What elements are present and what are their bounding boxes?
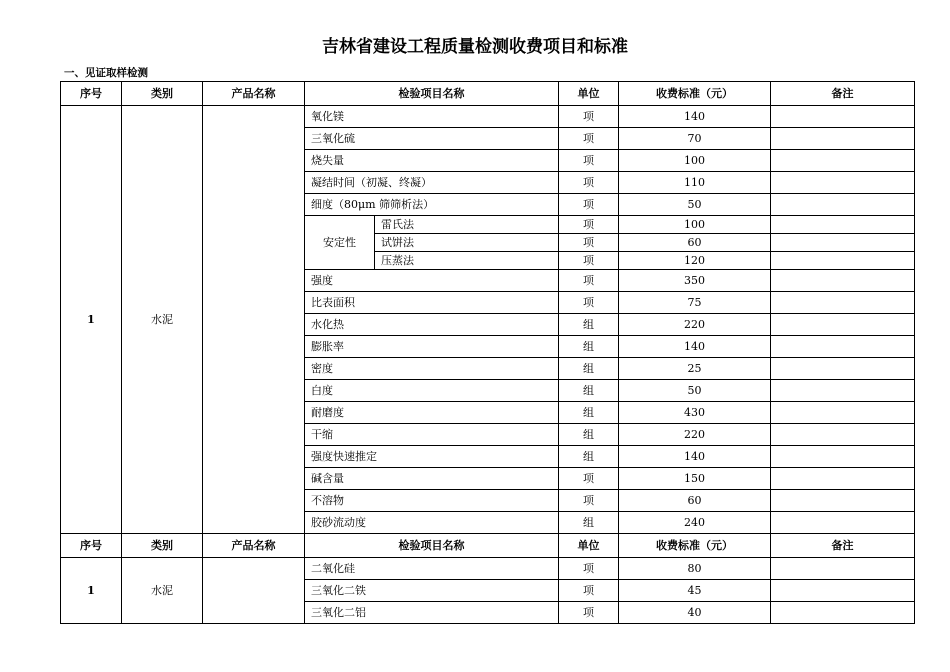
- item-name: 白度: [305, 380, 559, 402]
- fee-cell: 75: [619, 292, 771, 314]
- fee-cell: 140: [619, 336, 771, 358]
- remark-cell: [771, 292, 915, 314]
- header-row: [61, 534, 915, 558]
- fee-cell: 140: [619, 446, 771, 468]
- header-fee: 收费标准（元）: [619, 534, 771, 558]
- fee-cell: 110: [619, 172, 771, 194]
- header-fee: 收费标准（元）: [619, 82, 771, 106]
- unit-cell: 项: [559, 558, 619, 580]
- item-name: 碱含量: [305, 468, 559, 490]
- unit-cell: 组: [559, 380, 619, 402]
- header-seq: 序号: [61, 534, 122, 558]
- document-title: 吉林省建设工程质量检测收费项目和标准: [322, 37, 628, 57]
- product-cell: [203, 106, 305, 534]
- unit-cell: 项: [559, 150, 619, 172]
- item-name: 膨胀率: [305, 336, 559, 358]
- header-product: 产品名称: [203, 82, 305, 106]
- sub-item-name: 压蒸法: [375, 252, 559, 270]
- remark-cell: [771, 558, 915, 580]
- header-item: 检验项目名称: [305, 82, 559, 106]
- fee-cell: 220: [619, 424, 771, 446]
- unit-cell: 组: [559, 402, 619, 424]
- fee-cell: 350: [619, 270, 771, 292]
- remark-cell: [771, 252, 915, 270]
- sub-item-name: 试饼法: [375, 234, 559, 252]
- remark-cell: [771, 150, 915, 172]
- fee-cell: 60: [619, 234, 771, 252]
- unit-cell: 组: [559, 336, 619, 358]
- remark-cell: [771, 468, 915, 490]
- remark-cell: [771, 172, 915, 194]
- product-cell: [203, 558, 305, 624]
- remark-cell: [771, 216, 915, 234]
- fee-cell: 430: [619, 402, 771, 424]
- item-name: 三氧化二铝: [305, 602, 559, 624]
- item-name: 干缩: [305, 424, 559, 446]
- header-category: 类别: [122, 82, 203, 106]
- remark-cell: [771, 314, 915, 336]
- remark-cell: [771, 106, 915, 128]
- fee-table: [60, 81, 915, 624]
- item-name: 氧化镁: [305, 106, 559, 128]
- remark-cell: [771, 358, 915, 380]
- fee-cell: 40: [619, 602, 771, 624]
- sub-item-name: 雷氏法: [375, 216, 559, 234]
- unit-cell: 项: [559, 216, 619, 234]
- fee-cell: 60: [619, 490, 771, 512]
- item-name: 不溶物: [305, 490, 559, 512]
- fee-cell: 140: [619, 106, 771, 128]
- unit-cell: 项: [559, 234, 619, 252]
- item-name: 三氧化二铁: [305, 580, 559, 602]
- remark-cell: [771, 234, 915, 252]
- header-seq: 序号: [61, 82, 122, 106]
- unit-cell: 项: [559, 106, 619, 128]
- fee-cell: 100: [619, 150, 771, 172]
- fee-cell: 25: [619, 358, 771, 380]
- remark-cell: [771, 128, 915, 150]
- fee-cell: 240: [619, 512, 771, 534]
- item-name: 水化热: [305, 314, 559, 336]
- unit-cell: 组: [559, 424, 619, 446]
- fee-cell: 45: [619, 580, 771, 602]
- header-item: 检验项目名称: [305, 534, 559, 558]
- remark-cell: [771, 402, 915, 424]
- remark-cell: [771, 194, 915, 216]
- seq-cell: 1: [61, 558, 122, 624]
- fee-cell: 80: [619, 558, 771, 580]
- unit-cell: 项: [559, 194, 619, 216]
- remark-cell: [771, 580, 915, 602]
- unit-cell: 项: [559, 292, 619, 314]
- item-name: 比表面积: [305, 292, 559, 314]
- item-name: 烧失量: [305, 150, 559, 172]
- category-cell: 水泥: [122, 558, 203, 624]
- unit-cell: 项: [559, 252, 619, 270]
- unit-cell: 项: [559, 580, 619, 602]
- stability-label: 安定性: [305, 216, 375, 270]
- item-name: 细度（80μm 筛筛析法）: [305, 194, 559, 216]
- unit-cell: 组: [559, 314, 619, 336]
- fee-cell: 150: [619, 468, 771, 490]
- item-name: 凝结时间（初凝、终凝）: [305, 172, 559, 194]
- item-name: 密度: [305, 358, 559, 380]
- remark-cell: [771, 446, 915, 468]
- remark-cell: [771, 512, 915, 534]
- remark-cell: [771, 270, 915, 292]
- header-product: 产品名称: [203, 534, 305, 558]
- unit-cell: 项: [559, 468, 619, 490]
- item-name: 三氧化硫: [305, 128, 559, 150]
- fee-cell: 50: [619, 194, 771, 216]
- header-category: 类别: [122, 534, 203, 558]
- item-name: 二氧化硅: [305, 558, 559, 580]
- item-name: 强度快速推定: [305, 446, 559, 468]
- fee-cell: 50: [619, 380, 771, 402]
- header-unit: 单位: [559, 534, 619, 558]
- item-name: 胶砂流动度: [305, 512, 559, 534]
- remark-cell: [771, 490, 915, 512]
- remark-cell: [771, 336, 915, 358]
- seq-cell: 1: [61, 106, 122, 534]
- unit-cell: 组: [559, 358, 619, 380]
- header-remark: 备注: [771, 534, 915, 558]
- header-remark: 备注: [771, 82, 915, 106]
- category-cell: 水泥: [122, 106, 203, 534]
- section-heading: 一、见证取样检测: [64, 67, 148, 79]
- fee-cell: 220: [619, 314, 771, 336]
- remark-cell: [771, 424, 915, 446]
- unit-cell: 组: [559, 446, 619, 468]
- unit-cell: 项: [559, 270, 619, 292]
- remark-cell: [771, 380, 915, 402]
- header-unit: 单位: [559, 82, 619, 106]
- item-name: 耐磨度: [305, 402, 559, 424]
- fee-cell: 120: [619, 252, 771, 270]
- unit-cell: 项: [559, 128, 619, 150]
- unit-cell: 项: [559, 172, 619, 194]
- unit-cell: 项: [559, 602, 619, 624]
- unit-cell: 组: [559, 512, 619, 534]
- table-row: [61, 558, 915, 580]
- fee-cell: 100: [619, 216, 771, 234]
- remark-cell: [771, 602, 915, 624]
- item-name: 强度: [305, 270, 559, 292]
- unit-cell: 项: [559, 490, 619, 512]
- table-row: [61, 106, 915, 128]
- header-row: [61, 82, 915, 106]
- fee-cell: 70: [619, 128, 771, 150]
